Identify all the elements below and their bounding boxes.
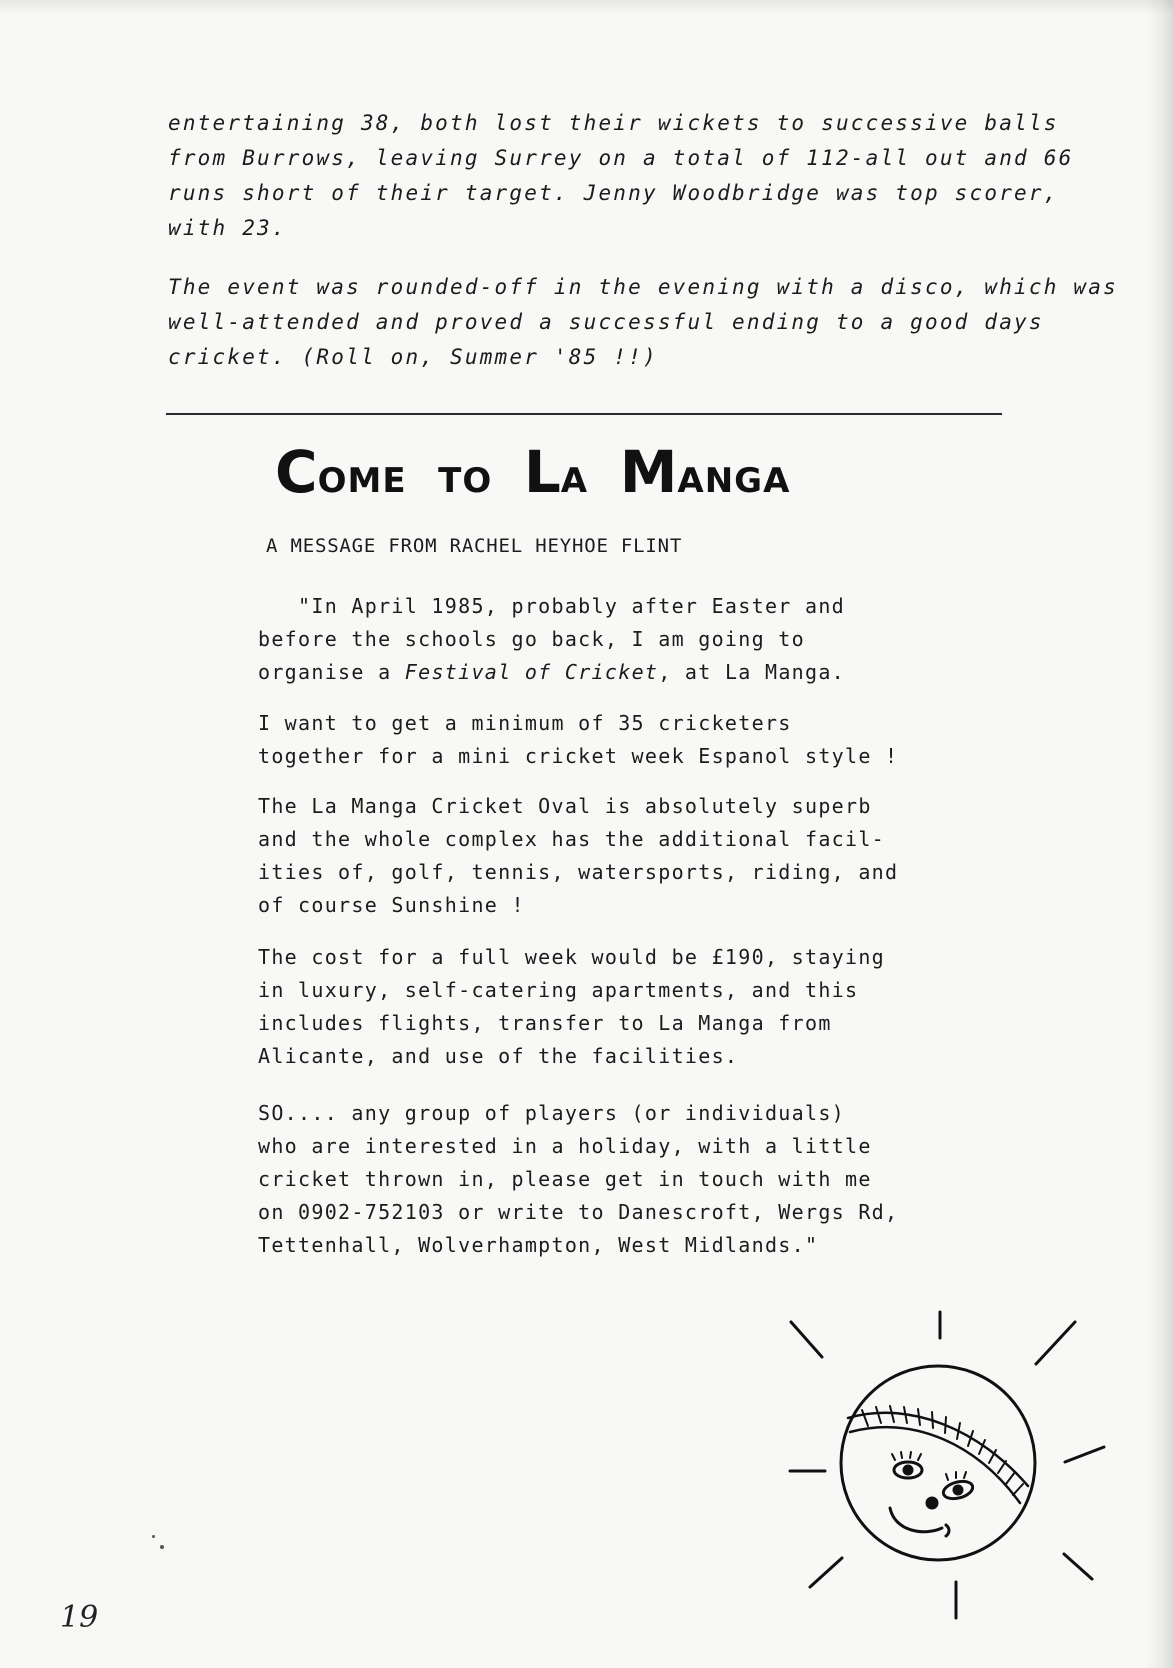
text-line: cricket. (Roll on, Summer '85 !!): [168, 345, 658, 369]
text-line: in luxury, self-catering apartments, and this: [258, 978, 859, 1002]
feature-paragraph-5: [258, 1097, 1018, 1262]
match-report-paragraph-2: [168, 270, 1118, 375]
feature-paragraph-4: [258, 941, 1018, 1073]
headline-word-manga: MANGA: [619, 438, 791, 506]
feature-headline: [275, 438, 915, 506]
page-edge-shadow-top: [0, 0, 1173, 14]
feature-subtitle: A MESSAGE FROM RACHEL HEYHOE FLINT: [266, 535, 683, 557]
text-line: organise a Festival of Cricket, at La Manga.: [258, 660, 846, 684]
feature-paragraph-1: [258, 590, 1018, 689]
text-line: ities of, golf, tennis, watersports, riding, and: [258, 860, 899, 884]
text-line: The cost for a full week would be £190, staying: [258, 945, 886, 969]
festival-title: Festival of Cricket: [404, 660, 659, 684]
text-line: SO.... any group of players (or individuals): [258, 1101, 846, 1125]
text-line: entertaining 38, both lost their wickets to successive balls: [168, 111, 1059, 135]
text-line: on 0902-752103 or write to Danescroft, Wergs Rd,: [258, 1200, 899, 1224]
text-line: Tettenhall, Wolverhampton, West Midlands.": [258, 1233, 819, 1257]
text-line: Alicante, and use of the facilities.: [258, 1044, 739, 1068]
text-line: who are interested in a holiday, with a little: [258, 1134, 872, 1158]
text-line: before the schools go back, I am going to: [258, 627, 805, 651]
headline-word-to: TO: [438, 461, 493, 501]
text-line: cricket thrown in, please get in touch with me: [258, 1167, 872, 1191]
text-line: I want to get a minimum of 35 cricketers: [258, 711, 792, 735]
match-report-paragraph-1: [168, 106, 1088, 246]
feature-paragraph-2: [258, 707, 1018, 773]
text-line: The La Manga Cricket Oval is absolutely superb: [258, 794, 872, 818]
text-line: of course Sunshine !: [258, 893, 525, 917]
text-line: runs short of their target. Jenny Woodbridge was top scorer,: [168, 181, 1059, 205]
headline-word-come: COME: [275, 438, 407, 506]
headline-word-la: LA: [523, 438, 589, 506]
feature-paragraph-3: [258, 790, 1018, 922]
page-number: 19: [60, 1600, 99, 1635]
scan-speck: [152, 1535, 155, 1538]
text-line: with 23.: [168, 216, 287, 240]
text-line: well-attended and proved a successful ending to a good days: [168, 310, 1044, 334]
text-line: and the whole complex has the additional facil-: [258, 827, 886, 851]
text-line: includes flights, transfer to La Manga from: [258, 1011, 832, 1035]
text-line: together for a mini cricket week Espanol style !: [258, 744, 899, 768]
section-divider: [166, 413, 1002, 415]
sun-cricket-ball-icon: [780, 1300, 1120, 1630]
page-edge-shadow-right: [1145, 0, 1173, 1668]
scan-speck: [160, 1545, 164, 1549]
text-line: "In April 1985, probably after Easter and: [258, 594, 846, 618]
text-line: The event was rounded-off in the evening with a disco, which was: [168, 275, 1118, 299]
text-line: from Burrows, leaving Surrey on a total of 112-all out and 66: [168, 146, 1074, 170]
